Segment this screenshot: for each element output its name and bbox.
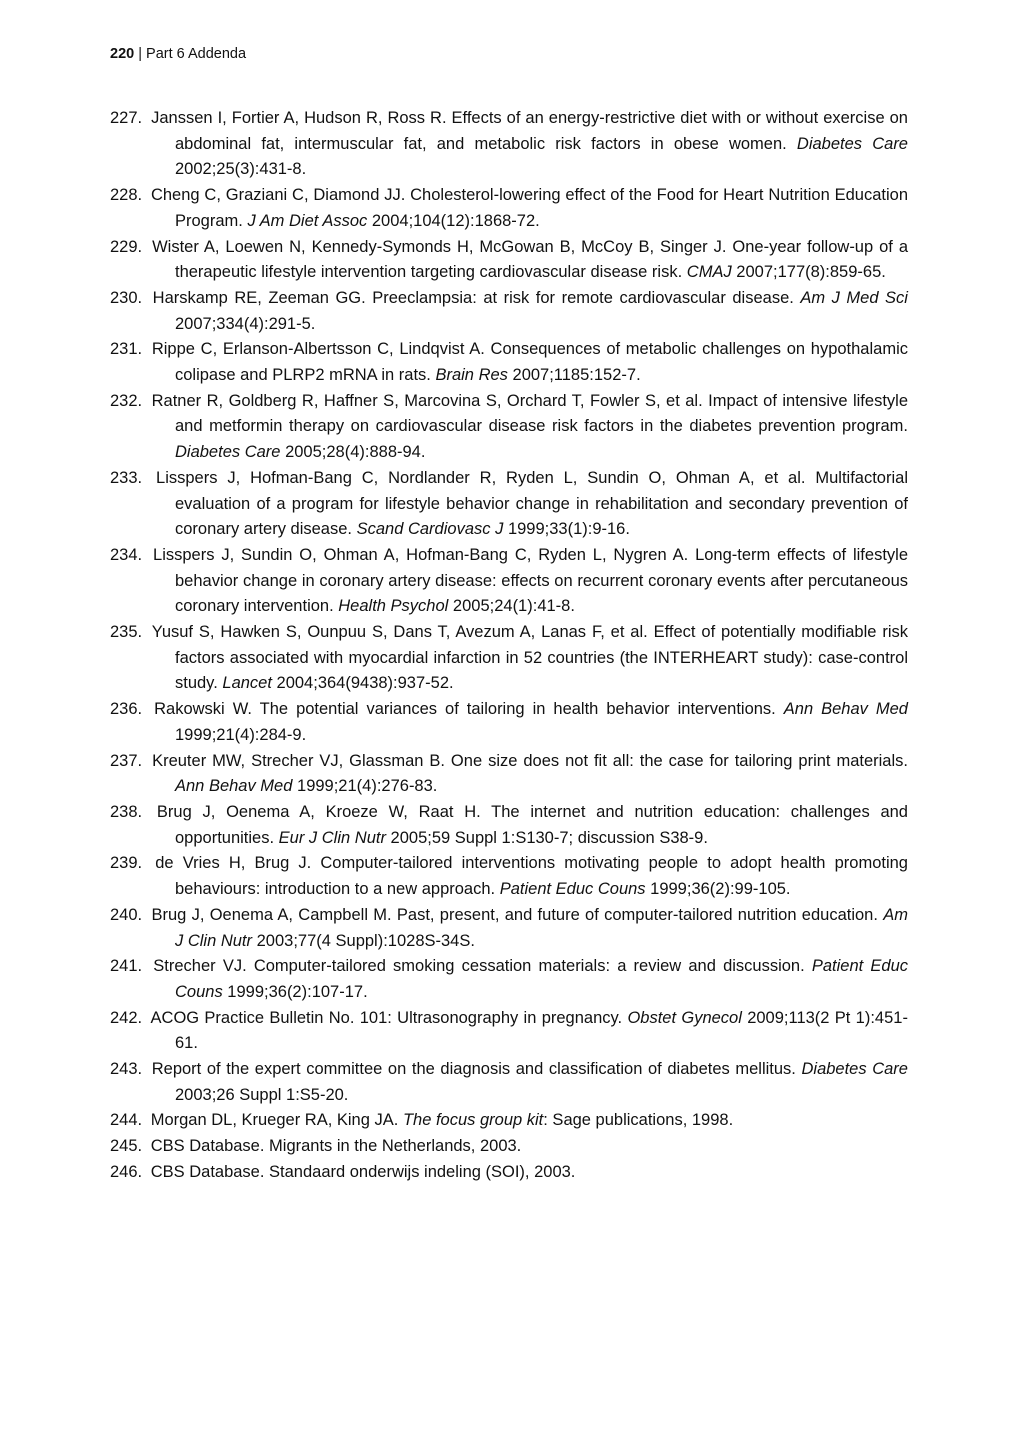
reference-text: ACOG Practice Bulletin No. 101: Ultrasonography in pregnancy. [150, 1008, 623, 1027]
journal-title: Obstet Gynecol [627, 1008, 742, 1027]
reference-number: 230. [110, 288, 143, 307]
reference-text: Morgan DL, Krueger RA, King JA. [150, 1111, 399, 1130]
reference-citation: 2007;1185:152-7. [512, 366, 641, 385]
journal-title: Am J Med Sci [800, 288, 908, 307]
reference-item [110, 697, 908, 748]
reference-item [110, 183, 908, 234]
reference-number: 237. [110, 751, 143, 770]
reference-text: Kreuter MW, Strecher VJ, Glassman B. One size does not fit all: the case for tailoring print materials. [152, 751, 908, 770]
reference-item [110, 620, 908, 697]
reference-citation: 1999;33(1):9-16. [507, 520, 630, 539]
reference-citation: 2005;59 Suppl 1:S130-7; discussion S38-9. [390, 828, 708, 847]
reference-item [110, 1134, 908, 1160]
reference-text: Strecher VJ. Computer-tailored smoking cessation materials: a review and discussion. [153, 957, 805, 976]
journal-title: Brain Res [435, 366, 508, 385]
reference-number: 235. [110, 623, 143, 642]
reference-number: 232. [110, 391, 143, 410]
reference-citation: 2009;113(2 Pt 1):451-61. [175, 1008, 908, 1053]
journal-title: Ann Behav Med [175, 777, 293, 796]
reference-number: 245. [110, 1137, 143, 1156]
journal-title: Scand Cardiovasc J [356, 520, 504, 539]
reference-citation: : Sage publications, 1998. [543, 1111, 734, 1130]
section-title: Part 6 Addenda [146, 46, 247, 62]
reference-citation: 2002;25(3):431-8. [175, 160, 307, 179]
reference-citation: 2005;24(1):41-8. [452, 597, 575, 616]
journal-title: Diabetes Care [175, 443, 281, 462]
reference-text: CBS Database. Migrants in the Netherlands, 2003. [150, 1137, 522, 1156]
reference-item [110, 851, 908, 902]
reference-citation: 1999;21(4):276-83. [297, 777, 438, 796]
reference-number: 233. [110, 468, 143, 487]
page-number: 220 [110, 46, 135, 62]
reference-number: 229. [110, 237, 143, 256]
reference-text: Lisspers J, Hofman-Bang C, Nordlander R, Ryden L, Sundin O, Ohman A, et al. Multifactorial evaluation of a program for lifestyle behavior change in rehabilitation and secondary prevention of coronary artery disease. [156, 468, 908, 539]
journal-title: Diabetes Care [796, 134, 908, 153]
journal-title: CMAJ [686, 263, 732, 282]
reference-text: Rakowski W. The potential variances of tailoring in health behavior interventions. [154, 700, 776, 719]
reference-item [110, 466, 908, 543]
reference-text: Report of the expert committee on the diagnosis and classification of diabetes mellitus. [151, 1060, 796, 1079]
reference-number: 228. [110, 186, 143, 205]
reference-item [110, 1006, 908, 1057]
reference-number: 246. [110, 1162, 143, 1181]
reference-text: Wister A, Loewen N, Kennedy-Symonds H, McGowan B, McCoy B, Singer J. One-year follow-up of a therapeutic lifestyle intervention targeting cardiovascular disease risk. [152, 237, 908, 282]
reference-citation: 1999;21(4):284-9. [175, 725, 307, 744]
reference-citation: 2007;334(4):291-5. [175, 314, 316, 333]
running-header [110, 44, 246, 64]
reference-item [110, 389, 908, 466]
reference-text: Brug J, Oenema A, Campbell M. Past, present, and future of computer-tailored nutrition education. [151, 905, 878, 924]
reference-text: Ratner R, Goldberg R, Haffner S, Marcovina S, Orchard T, Fowler S, et al. Impact of intensive lifestyle and metformin therapy on cardiovascular disease risk factors in the diabetes prevention program. [151, 391, 908, 436]
journal-title: Patient Educ Couns [175, 957, 908, 1001]
reference-number: 231. [110, 340, 143, 359]
reference-number: 242. [110, 1008, 143, 1027]
reference-item [110, 1108, 908, 1134]
reference-number: 234. [110, 545, 143, 564]
journal-title: Ann Behav Med [783, 700, 908, 719]
reference-text: Yusuf S, Hawken S, Ounpuu S, Dans T, Avezum A, Lanas F, et al. Effect of potentially modifiable risk factors associated with myocardial infarction in 52 countries (the INTERHEART study): case-control study. [151, 623, 908, 693]
reference-number: 236. [110, 700, 143, 719]
reference-number: 239. [110, 854, 143, 873]
reference-text: de Vries H, Brug J. Computer-tailored interventions motivating people to adopt health promoting behaviours: introduction to a new approach. [155, 854, 908, 899]
journal-title: J Am Diet Assoc [247, 211, 368, 230]
reference-number: 244. [110, 1111, 143, 1130]
reference-item [110, 286, 908, 337]
reference-text: Harskamp RE, Zeeman GG. Preeclampsia: at risk for remote cardiovascular disease. [152, 288, 794, 307]
reference-item [110, 543, 908, 620]
reference-citation: 2004;104(12):1868-72. [371, 211, 540, 230]
reference-number: 243. [110, 1060, 143, 1079]
reference-item [110, 954, 908, 1005]
reference-citation: 1999;36(2):99-105. [650, 880, 791, 899]
reference-number: 238. [110, 802, 143, 821]
reference-text: Brug J, Oenema A, Kroeze W, Raat H. The internet and nutrition education: challenges and opportunities. [156, 802, 908, 847]
reference-citation: 2003;77(4 Suppl):1028S-34S. [256, 931, 475, 950]
reference-item [110, 106, 908, 183]
reference-item [110, 800, 908, 851]
header-separator: | [138, 46, 143, 62]
reference-item [110, 337, 908, 388]
reference-text: Rippe C, Erlanson-Albertsson C, Lindqvist A. Consequences of metabolic challenges on hypothalamic colipase and PLRP2 mRNA in rats. [151, 340, 908, 385]
reference-citation: 2004;364(9438):937-52. [276, 674, 454, 693]
reference-item [110, 903, 908, 954]
journal-title: Patient Educ Couns [499, 880, 646, 899]
book-title: The focus group kit [402, 1111, 544, 1130]
reference-item [110, 1160, 908, 1186]
reference-citation: 1999;36(2):107-17. [227, 982, 368, 1001]
reference-list [110, 106, 908, 1186]
journal-title: Am J Clin Nutr [175, 905, 908, 950]
reference-text: Cheng C, Graziani C, Diamond JJ. Cholesterol-lowering effect of the Food for Heart Nutrition Education Program. [150, 186, 908, 230]
reference-text: Janssen I, Fortier A, Hudson R, Ross R. Effects of an energy-restrictive diet with or without exercise on abdominal fat, intermuscular fat, and metabolic risk factors in obese women. [151, 109, 908, 153]
reference-number: 241. [110, 957, 143, 976]
journal-title: Eur J Clin Nutr [278, 828, 386, 847]
reference-citation: 2007;177(8):859-65. [736, 263, 886, 282]
journal-title: Lancet [222, 674, 272, 693]
reference-number: 240. [110, 905, 143, 924]
reference-citation: 2003;26 Suppl 1:S5-20. [175, 1085, 349, 1104]
reference-number: 227. [110, 109, 143, 127]
reference-citation: 2005;28(4):888-94. [285, 443, 426, 462]
journal-title: Health Psychol [338, 597, 449, 616]
reference-text: Lisspers J, Sundin O, Ohman A, Hofman-Bang C, Ryden L, Nygren A. Long-term effects of lifestyle behavior change in coronary artery disease: effects on recurrent coronary events after percutaneous coronary intervention. [153, 545, 908, 616]
reference-item [110, 235, 908, 286]
reference-item [110, 1057, 908, 1108]
reference-item [110, 749, 908, 800]
reference-text: CBS Database. Standaard onderwijs indeling (SOI), 2003. [150, 1162, 576, 1181]
journal-title: Diabetes Care [801, 1060, 908, 1079]
